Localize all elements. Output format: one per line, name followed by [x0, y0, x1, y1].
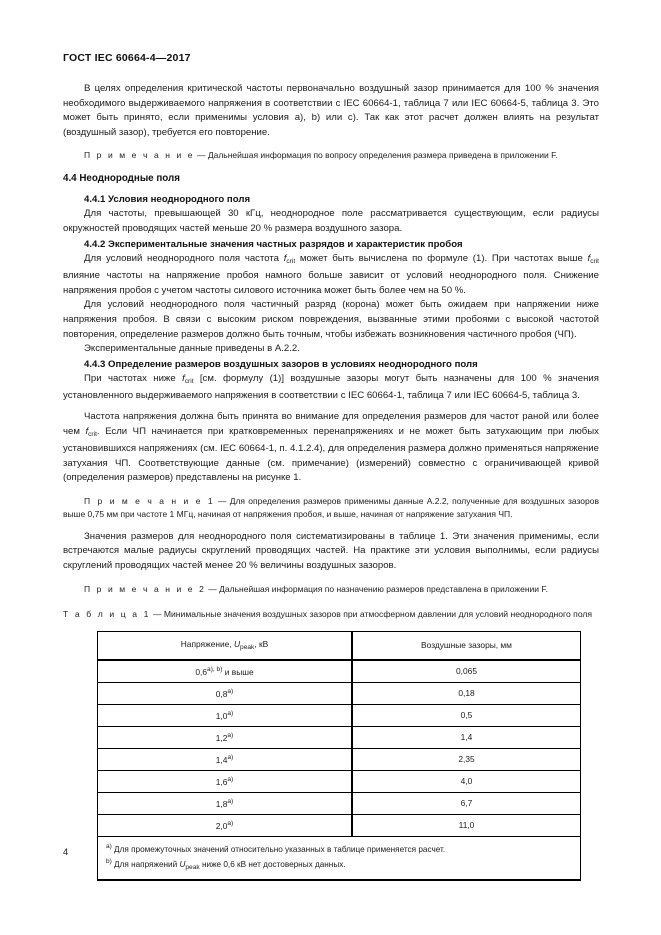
section-heading-4-4-3: 4.4.3 Определение размеров воздушных зазоров в условиях неоднородного поля	[84, 358, 478, 370]
cell-clearance: 0,065	[352, 660, 581, 683]
table-row	[98, 748, 581, 770]
cell-clearance: 0,5	[352, 704, 581, 726]
table-header-row	[98, 631, 581, 660]
cell-clearance: 4,0	[352, 770, 581, 792]
footnote-b	[106, 856, 572, 874]
note-text: — Дальнейшая информация по вопросу определения размера приведена в приложении F.	[194, 150, 558, 161]
paragraph-442-c: Экспериментальные данные приведены в А.2.2.	[84, 343, 300, 355]
footnote-marker: a)	[227, 819, 234, 827]
var-f-crit-4: f	[85, 425, 89, 437]
cell-clearance: 0,18	[352, 682, 581, 704]
voltage-value: 1,8	[215, 798, 228, 809]
clearances-table	[97, 631, 581, 882]
cell-voltage	[98, 726, 353, 748]
cell-voltage	[98, 792, 353, 814]
footnote-marker: a)	[227, 709, 234, 717]
paragraph-442-b: Для условий неоднородного поля частичный разряд (корона) может быть ожидаем при напряжении ниже напряжения пробоя. В связи с высоким риском повреждения, вызванные этими пробоями с высокой частотой повторения, определение размеров должно быть точным, чтобы избежать возникновения частичного пробоя (ЧП).	[63, 299, 599, 340]
table-footnotes	[98, 836, 581, 880]
par-text-c: влияние частоты на напряжение пробоя намного больше зависит от условий неоднородного поля. Снижение напряжения пробоя с учетом частоты силового источника может быть более чем на 50 %.	[63, 270, 599, 296]
cell-voltage	[98, 814, 353, 836]
cell-clearance: 2,35	[352, 748, 581, 770]
var-u-peak-footnote: U	[179, 860, 186, 870]
cell-voltage	[98, 660, 353, 683]
footnote-a-text: Для промежуточных значений относительно указанных в таблице применяется расчет.	[111, 844, 446, 854]
voltage-value: 1,4	[215, 754, 228, 765]
cell-voltage	[98, 704, 353, 726]
table-row	[98, 814, 581, 836]
cell-voltage	[98, 770, 353, 792]
footnote-a-marker: a)	[106, 842, 112, 850]
voltage-value: 1,6	[215, 776, 228, 787]
cell-voltage	[98, 748, 353, 770]
par-text-e: [см. формулу (1)] воздушные зазоры могут быть назначены для 100 % значения установленного выдерживаемого напряжения в соответствии с IEC 60664-1, таблица 7 или IEC 60664-5, таблица 3.	[63, 372, 599, 402]
section-heading-4-4-1: 4.4.1 Условия неоднородного поля	[84, 194, 251, 206]
paragraph-443-b	[63, 410, 599, 486]
paragraph-441: Для частоты, превышающей 30 кГц, неоднородное поле рассматривается существующим, если радиусы окружностей проводящих частей меньше 20 % размера воздушного зазора.	[63, 208, 599, 234]
paragraph-442-a	[63, 252, 599, 299]
table-footnotes-row	[98, 836, 581, 880]
cell-clearance: 1,4	[352, 726, 581, 748]
footnote-marker: a)	[227, 687, 234, 695]
table-row	[98, 704, 581, 726]
footnote-marker: a)	[227, 797, 234, 805]
subscript-crit-3: crit	[184, 377, 194, 385]
footnote-marker: a)	[227, 775, 234, 783]
footnote-b-text-pre: Для напряжений	[111, 860, 180, 870]
cell-clearance: 11,0	[352, 814, 581, 836]
page-content	[63, 82, 599, 881]
note-intro	[63, 149, 599, 162]
subscript-peak-header: peak	[240, 644, 255, 652]
note-1-label: П р и м е ч а н и е 1	[84, 495, 215, 506]
col-voltage-post: , кВ	[254, 639, 269, 650]
page-number: 4	[63, 846, 69, 857]
table-row	[98, 682, 581, 704]
footnote-b-marker: b)	[106, 858, 112, 866]
table-row	[98, 770, 581, 792]
cell-clearance: 6,7	[352, 792, 581, 814]
table-body	[98, 660, 581, 881]
footnote-a	[106, 841, 572, 856]
voltage-value: 2,0	[215, 820, 228, 831]
var-f-crit-1: f	[283, 252, 287, 264]
voltage-suffix: и выше	[222, 666, 254, 677]
table-caption-text: — Минимальные значения воздушных зазоров при атмосферном давлении для условий неоднородного поля	[150, 608, 593, 619]
table-row	[98, 792, 581, 814]
note-1-text: — Для определения размеров применимы данные А.2.2, полученные для воздушных зазоров выше 0,75 мм при частоте 1 МГц, начиная от напряжения пробоя, и выше, начиная от напряжение затухания ЧП.	[63, 495, 599, 519]
footnote-marker: a)	[227, 731, 234, 739]
voltage-value: 0,8	[215, 688, 228, 699]
par-text-d: При частотах ниже	[84, 372, 183, 384]
column-header-voltage	[98, 631, 353, 660]
note-2-label: П р и м е ч а н и е 2	[84, 583, 206, 594]
par-text-g: . Если ЧП начинается при кратковременных перенапряжениях и не может быть затухающим при любых установившихся напряжениях (см. IEC 60664-1, п. 4.1.2.4), для определения размера должно применяться напряжение затухания ЧП. Соответствующие данные (см. примечание) (измерений) совместно с ограничивающей кривой (определения размеров) представлены на рисунке 1.	[63, 425, 599, 484]
note-1	[63, 495, 599, 521]
table-caption	[63, 608, 599, 621]
var-u-peak-header: U	[233, 639, 241, 650]
page-header: ГОСТ IEC 60664-4—2017	[63, 52, 191, 64]
subscript-peak-footnote: peak	[185, 864, 200, 872]
footnote-marker: a)	[227, 753, 234, 761]
subscript-crit-4: crit	[88, 430, 97, 438]
subscript-crit-2: crit	[590, 257, 599, 265]
par-text-f: Частота напряжения должна быть принята во внимание для определения размеров для частот раной или более чем	[63, 410, 599, 437]
note-2	[63, 583, 599, 596]
column-header-clearance: Воздушные зазоры, мм	[352, 631, 581, 660]
subscript-crit-1: crit	[286, 257, 296, 265]
paragraph-443-c: Значения размеров для неоднородного поля систематизированы в таблице 1. Эти значения применимы, если встречаются малые радиусы скруглений проводящих частей. На практике эти условия выполнимы, если радиусы скруглений проводящих частей менее 20 % величины воздушных зазоров.	[63, 530, 599, 572]
voltage-value: 1,0	[215, 710, 228, 721]
voltage-value: 0,6	[195, 666, 208, 677]
cell-voltage	[98, 682, 353, 704]
par-text-b: может быть вычислена по формуле (1). При частотах выше	[295, 252, 588, 264]
paragraph-intro: В целях определения критической частоты первоначально воздушный зазор принимается для 100 % значения необходимого выдерживаемого напряжения в соответствии с IEC 60664-1, таблица 7 или IEC 60664-5, таблица 3. Это может быть принято, если применимы условия a), b) или c). Так как этот расчет должен влиять на результат (воздушный зазор), требуется его повторение.	[63, 83, 599, 138]
var-f-crit-2: f	[587, 252, 591, 264]
note-label: П р и м е ч а н и е	[84, 150, 195, 161]
footnote-b-text-post: ниже 0,6 кВ нет достоверных данных.	[199, 860, 346, 870]
section-heading-4-4-2: 4.4.2 Экспериментальные значения частных разрядов и характеристик пробоя	[84, 238, 463, 250]
par-text-a: Для условий неоднородного поля частота	[84, 252, 284, 264]
table-row	[98, 660, 581, 683]
table-caption-label: Т а б л и ц а 1	[63, 608, 151, 619]
var-f-crit-3: f	[182, 372, 185, 384]
col-voltage-pre: Напряжение,	[180, 639, 234, 650]
table-row	[98, 726, 581, 748]
voltage-value: 1,2	[215, 732, 228, 743]
note-2-text: — Дальнейшая информация по назначению размеров представлена в приложении F.	[205, 583, 549, 594]
paragraph-443-a	[63, 372, 599, 404]
footnote-marker: a), b)	[207, 665, 223, 673]
section-heading-4-4: 4.4 Неоднородные поля	[63, 173, 180, 185]
